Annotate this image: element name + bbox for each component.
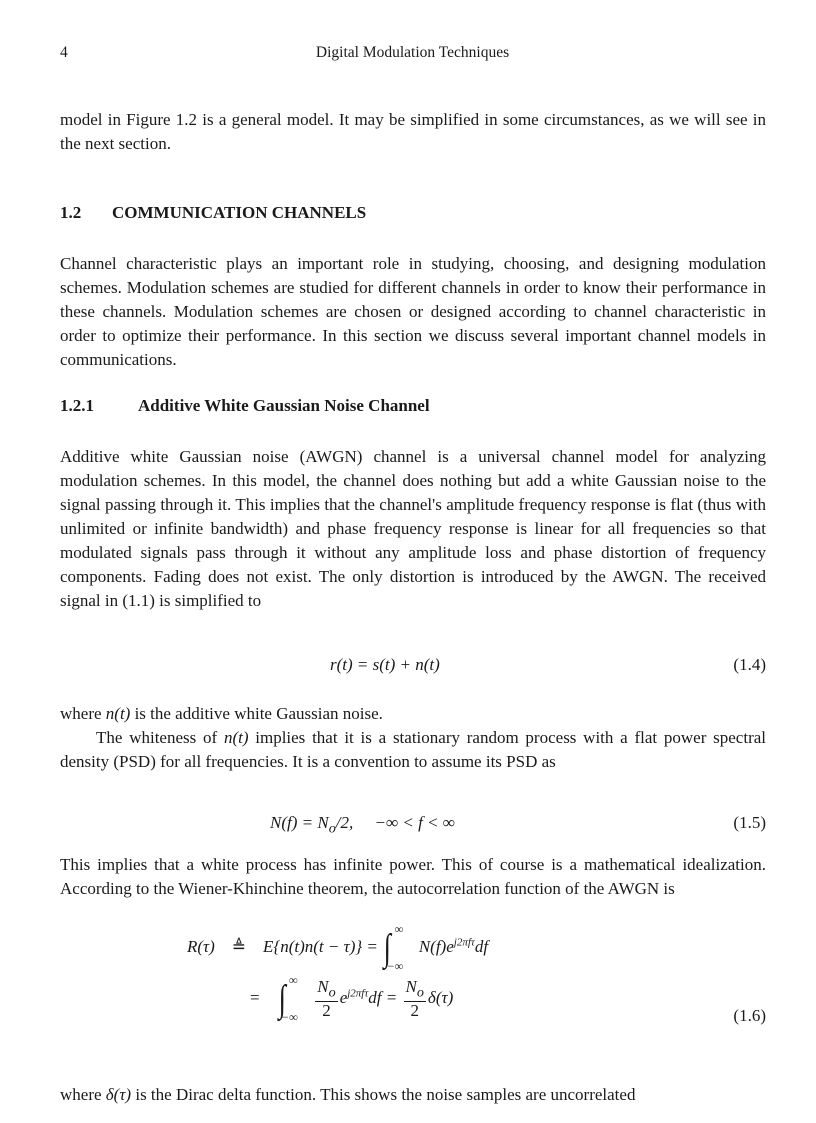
- integral-sign: ∫: [278, 978, 286, 1021]
- paragraph-awgn: Additive white Gaussian noise (AWGN) channel is a universal channel model for analyzing modulation schemes. In this model, the channel does nothing but add a white Gaussian noise to the signal passing through it. This implies that the channel's amplitude frequency response is flat (thus with unlimited or infinite bandwidth) and phase frequency response is linear for all frequencies so that modulated signals pass through it without any amplitude loss and phase distortion of frequency components. Fading does not exist. The only distortion is introduced by the AWGN. The received signal in (1.1) is simplified to: [60, 447, 766, 610]
- page-number: 4: [60, 44, 68, 61]
- subsection-number: 1.2.1: [60, 396, 94, 415]
- equation-number: (1.6): [733, 1006, 766, 1025]
- paragraph-channels: Channel characteristic plays an important role in studying, choosing, and designing modulation schemes. Modulation schemes are studied for different channels in order to know their performance in these channels. Modulation schemes are chosen or designed according to channel characteristic in order to optimize their performance. In this section we discuss several important channel models in communications.: [60, 254, 766, 369]
- subsection-heading: [60, 396, 430, 416]
- running-head: [60, 44, 765, 66]
- running-title: Digital Modulation Techniques: [315, 44, 510, 61]
- paragraph-dirac: where δ(τ) is the Dirac delta function. This shows the noise samples are uncorrelated: [60, 1085, 636, 1104]
- paragraph-power: This implies that a white process has infinite power. This of course is a mathematical idealization. According to the Wiener-Khinchine theorem, the autocorrelation function of the AWGN is: [60, 855, 766, 898]
- fraction: $\frac{N_o}{2}$: [405, 977, 424, 1021]
- equation-1-6-line-2: = ∫ ∞ −∞ $\frac{N_o}{2}$ $e^{j2\pi f\tau}df$ = $\frac{N_o}{2}$ δ(τ): [250, 973, 454, 1025]
- subsection-title: Additive White Gaussian Noise Channel: [138, 396, 430, 415]
- equation-1-6-line-1: R(τ) ≜ E{n(t)n(t − τ)} = ∫ ∞ −∞ $N(f)e^{j2\pi f\tau}df$: [187, 922, 489, 973]
- equation-number: (1.4): [733, 655, 766, 674]
- section-title: COMMUNICATION CHANNELS: [112, 203, 367, 222]
- fraction: $\frac{N_o}{2}$: [317, 977, 336, 1021]
- section-number: 1.2: [60, 203, 82, 222]
- paragraph-whiteness: The whiteness of n(t) implies that it is a stationary random process with a flat power spectral density (PSD) for all frequencies. It is a convention to assume its PSD as: [60, 728, 767, 771]
- equation-1-6: [60, 924, 766, 1044]
- paragraph-where-n: where n(t) is the additive white Gaussian noise.: [60, 704, 383, 723]
- equation-1-5: [60, 813, 766, 843]
- equation-1-4-body: r(t) = s(t) + n(t): [330, 655, 440, 674]
- equation-1-5-body: $N(f) = N_o/2$, −∞ < f < ∞: [270, 813, 455, 837]
- paragraph-intro: model in Figure 1.2 is a general model. It may be simplified in some circumstances, as we will see in the next section.: [60, 110, 766, 153]
- equation-1-4: [60, 655, 766, 685]
- section-heading: [60, 203, 366, 223]
- equation-number: (1.5): [733, 813, 766, 832]
- integral-sign: ∫: [383, 927, 392, 969]
